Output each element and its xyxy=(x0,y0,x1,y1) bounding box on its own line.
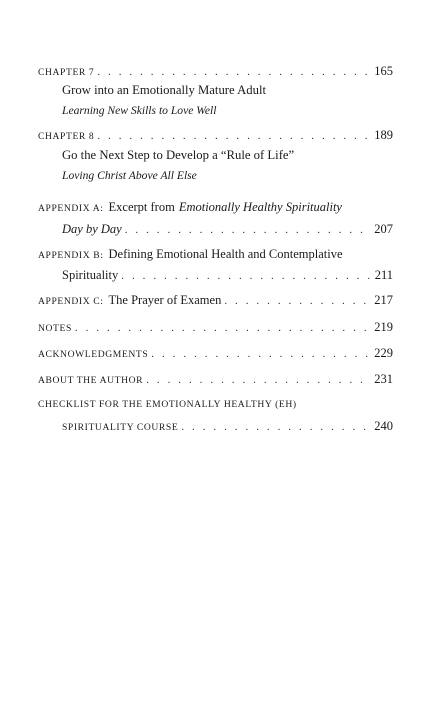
page-number: 207 xyxy=(374,222,393,236)
appendix-title-italic-cont: Day by Day xyxy=(62,222,122,236)
toc-entry-appendix-b[interactable] xyxy=(38,247,393,262)
page-number: 229 xyxy=(374,346,393,360)
toc-entry-chapter-7[interactable] xyxy=(38,64,393,79)
toc-entry-about-author[interactable] xyxy=(38,372,393,387)
appendix-label: APPENDIX B: xyxy=(38,250,104,261)
appendix-title-cont: Spirituality xyxy=(62,268,119,282)
page-number: 189 xyxy=(374,128,393,142)
section-label: NOTES xyxy=(38,323,72,334)
toc-entry-chapter-8[interactable] xyxy=(38,128,393,143)
dot-leader xyxy=(224,295,371,307)
section-label: ABOUT THE AUTHOR xyxy=(38,375,144,386)
appendix-title: The Prayer of Examen xyxy=(108,293,222,307)
page-number: 219 xyxy=(374,320,393,334)
page-number: 211 xyxy=(374,268,393,282)
page-number: 240 xyxy=(374,419,393,433)
toc-entry-notes[interactable] xyxy=(38,320,393,335)
toc-entry-appendix-c[interactable] xyxy=(38,293,393,308)
appendix-label: APPENDIX A: xyxy=(38,203,104,214)
chapter-subtitle: Loving Christ Above All Else xyxy=(62,169,197,182)
appendix-title-part: Excerpt from xyxy=(108,200,175,214)
appendix-title: Defining Emotional Health and Contemplative xyxy=(108,247,343,261)
page-number: 231 xyxy=(374,372,393,386)
appendix-label: APPENDIX C: xyxy=(38,296,104,307)
chapter-title: Go the Next Step to Develop a “Rule of Life” xyxy=(62,148,295,162)
page-number: 165 xyxy=(374,64,393,78)
section-label-cont: SPIRITUALITY COURSE xyxy=(62,422,179,433)
dot-leader xyxy=(121,270,371,282)
dot-leader xyxy=(75,322,371,334)
appendix-title-italic: Emotionally Healthy Spirituality xyxy=(178,200,342,214)
section-label: ACKNOWLEDGMENTS xyxy=(38,349,149,360)
toc-entry-appendix-b-line2 xyxy=(62,268,393,283)
chapter-label: CHAPTER 7 xyxy=(38,67,95,78)
section-label: CHECKLIST FOR THE EMOTIONALLY HEALTHY (EH) xyxy=(38,399,297,410)
dot-leader xyxy=(97,130,371,142)
chapter-label: CHAPTER 8 xyxy=(38,131,95,142)
chapter-title: Grow into an Emotionally Mature Adult xyxy=(62,83,267,97)
toc-entry-checklist[interactable] xyxy=(38,399,393,410)
page-number: 217 xyxy=(374,293,393,307)
chapter-subtitle: Learning New Skills to Love Well xyxy=(62,104,217,117)
dot-leader xyxy=(125,224,372,236)
toc-entry-checklist-line2 xyxy=(62,419,393,434)
dot-leader xyxy=(181,421,371,433)
dot-leader xyxy=(146,374,371,386)
dot-leader xyxy=(151,348,371,360)
toc-entry-appendix-a[interactable] xyxy=(38,200,393,215)
dot-leader xyxy=(97,66,371,78)
toc-entry-acknowledgments[interactable] xyxy=(38,346,393,361)
toc-entry-appendix-a-line2 xyxy=(62,222,393,237)
